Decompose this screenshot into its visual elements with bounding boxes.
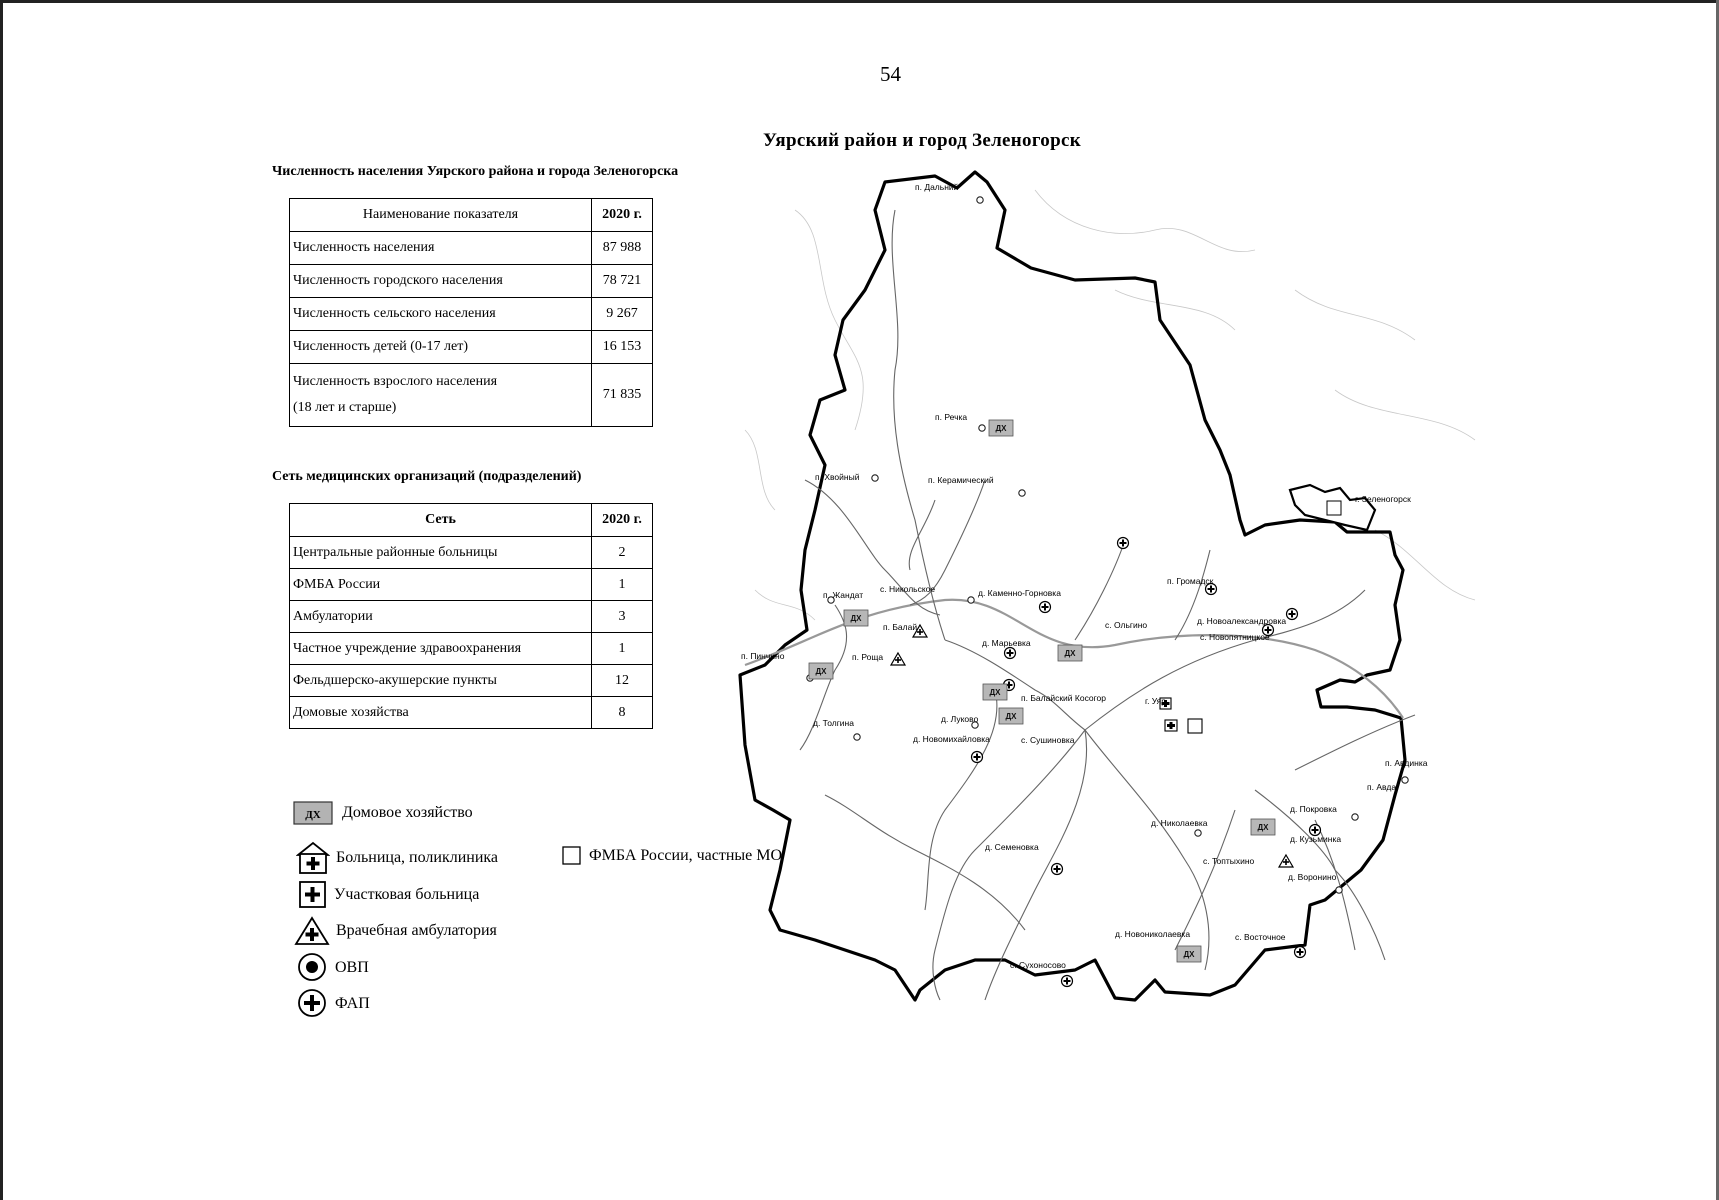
- household-marker: [999, 708, 1023, 724]
- legend-label: ФАП: [335, 995, 370, 1012]
- scan-border-left: [0, 0, 3, 1200]
- zelenogorsk-fmba-marker: [1327, 501, 1341, 515]
- label-dalniy: п. Дальний: [915, 182, 959, 192]
- column-header-year: 2020 г.: [592, 199, 653, 232]
- map-title: Уярский район и город Зеленогорск: [763, 130, 1081, 151]
- column-header-year: 2020 г.: [592, 504, 653, 537]
- label-gromadsk: п. Громадск: [1167, 576, 1214, 586]
- legend-item-ambulatory: [294, 916, 497, 946]
- table-row: [290, 537, 653, 569]
- label-nikolaevka: д. Николаевка: [1151, 818, 1208, 828]
- fap-marker: [1287, 609, 1298, 620]
- legend-label: ОВП: [335, 959, 369, 976]
- household-marker-label: ДХ: [1257, 823, 1269, 832]
- table-row: [290, 601, 653, 633]
- table-row: [290, 232, 653, 265]
- row-label-line: (18 лет и старше): [293, 400, 397, 415]
- label-maryevka: д. Марьевка: [982, 638, 1031, 648]
- row-label: Численность городского населения: [290, 265, 592, 298]
- fap-marker: [1062, 976, 1073, 987]
- label-vostochnoe: с. Восточное: [1235, 932, 1286, 942]
- label-pinchino: п. Пинчино: [741, 651, 785, 661]
- settlement-dot: [1336, 887, 1342, 893]
- household-marker-label: ДХ: [850, 614, 862, 623]
- row-value: 1: [592, 569, 653, 601]
- table-header-row: [290, 504, 653, 537]
- household-marker: [1251, 819, 1275, 835]
- settlement-dot: [968, 597, 974, 603]
- label-roshcha: п. Роща: [852, 652, 884, 662]
- fap-marker: [1295, 947, 1306, 958]
- row-label: Частное учреждение здравоохранения: [290, 633, 592, 665]
- label-pokrovka: д. Покровка: [1290, 804, 1337, 814]
- row-value: 16 153: [592, 331, 653, 364]
- row-label: Фельдшерско-акушерские пункты: [290, 665, 592, 697]
- column-header-network: Сеть: [290, 504, 592, 537]
- household-marker-label: ДХ: [815, 667, 827, 676]
- hospital-icon: [296, 841, 330, 875]
- settlement-dot: [977, 197, 983, 203]
- fap-marker: [1118, 538, 1129, 549]
- household-marker-label: ДХ: [1005, 712, 1017, 721]
- legend-item-hospital: [296, 841, 498, 875]
- label-torgino: д. Толгина: [813, 718, 854, 728]
- household-marker: [1177, 946, 1201, 962]
- legend-label: Врачебная амбулатория: [336, 922, 497, 939]
- label-semenovka: д. Семеновка: [985, 842, 1039, 852]
- fap-marker: [1040, 602, 1051, 613]
- row-value: 1: [592, 633, 653, 665]
- row-value: 9 267: [592, 298, 653, 331]
- label-keramichesky: п. Керамический: [928, 475, 994, 485]
- row-value: 3: [592, 601, 653, 633]
- row-label: Домовые хозяйства: [290, 697, 592, 729]
- row-value: 87 988: [592, 232, 653, 265]
- row-value: 71 835: [592, 364, 653, 427]
- fmba-marker: [1188, 719, 1202, 733]
- page-number: 54: [880, 62, 901, 86]
- table-row: [290, 265, 653, 298]
- row-value: 2: [592, 537, 653, 569]
- population-table: [289, 198, 653, 427]
- row-value: 78 721: [592, 265, 653, 298]
- settlement-dot: [872, 475, 878, 481]
- label-zhandat: п. Жандат: [823, 590, 864, 600]
- fap-icon: [297, 988, 329, 1020]
- household-marker: [809, 663, 833, 679]
- household-marker-label: ДХ: [989, 688, 1001, 697]
- district-map: [735, 170, 1495, 1010]
- ovp-icon: [297, 952, 329, 984]
- label-topchikhino: с. Топтыхино: [1203, 856, 1255, 866]
- fap-marker: [1005, 648, 1016, 659]
- table-row: [290, 569, 653, 601]
- fmba-square-icon: [561, 845, 583, 867]
- table-row: [290, 331, 653, 364]
- household-marker: [844, 610, 868, 626]
- row-value: 12: [592, 665, 653, 697]
- settlement-dot: [854, 734, 860, 740]
- row-label: ФМБА России: [290, 569, 592, 601]
- label-balay: п. Балай: [883, 622, 918, 632]
- settlement-dot: [979, 425, 985, 431]
- household-marker: [983, 684, 1007, 700]
- district-hospital-icon: [298, 880, 328, 910]
- legend-item-fap: [297, 988, 370, 1020]
- row-label: Численность сельского населения: [290, 298, 592, 331]
- settlement-dot: [1195, 830, 1201, 836]
- label-sukhonosovo: с. Сухоносово: [1010, 960, 1066, 970]
- label-rechka: п. Речка: [935, 412, 968, 422]
- ambulatory-marker: [1279, 855, 1293, 867]
- table-header-row: [290, 199, 653, 232]
- label-lukovo: д. Луково: [941, 714, 979, 724]
- label-uyar: г. Уяр: [1145, 696, 1166, 706]
- label-avdinka: п. Авдинка: [1385, 758, 1428, 768]
- row-label: Амбулатории: [290, 601, 592, 633]
- legend-label: Участковая больница: [334, 886, 480, 903]
- row-label-line: Численность взрослого населения: [293, 374, 498, 389]
- label-kuzminka: д. Кузьминка: [1290, 834, 1342, 844]
- legend-item-ovp: [297, 952, 369, 984]
- fap-marker: [972, 752, 983, 763]
- row-label: [290, 364, 592, 427]
- table-row: [290, 665, 653, 697]
- settlement-dot: [1352, 814, 1358, 820]
- table-row: [290, 633, 653, 665]
- ambulatory-icon: [294, 916, 330, 946]
- fap-marker: [1052, 864, 1063, 875]
- label-sushinovka: с. Сушиновка: [1021, 735, 1075, 745]
- household-markers: [809, 420, 1275, 962]
- label-balaysky-kosogor: п. Балайский Косогор: [1021, 693, 1107, 703]
- legend-label: Домовое хозяйство: [342, 804, 473, 821]
- household-icon: [292, 800, 336, 826]
- row-label: Численность детей (0-17 лет): [290, 331, 592, 364]
- legend-label: ФМБА России, частные МО: [589, 847, 783, 864]
- ambulatory-marker: [891, 653, 905, 665]
- household-marker: [1058, 645, 1082, 661]
- legend-item-district-hospital: [298, 880, 479, 910]
- household-marker-label: ДХ: [1183, 950, 1195, 959]
- network-table: [289, 503, 653, 729]
- label-novopyatnitskoe: с. Новопятницкое: [1200, 632, 1270, 642]
- cross-bar: [1167, 724, 1175, 727]
- legend-label: Больница, поликлиника: [336, 849, 499, 866]
- settlement-labels: [741, 182, 1428, 970]
- household-abbr: ДХ: [305, 809, 321, 821]
- label-voronino: д. Воронино: [1288, 872, 1337, 882]
- table-row: [290, 298, 653, 331]
- table-row: [290, 364, 653, 427]
- household-marker-label: ДХ: [1064, 649, 1076, 658]
- legend-item-household: [292, 800, 473, 826]
- label-novonikolaevka: д. Новониколаевка: [1115, 929, 1191, 939]
- label-kamenno-gornovka: д. Каменно-Горновка: [978, 588, 1061, 598]
- background-rivers: [745, 190, 1475, 620]
- label-novomikhaylovka: д. Новомихайловка: [913, 734, 990, 744]
- row-value: 8: [592, 697, 653, 729]
- row-label: Численность населения: [290, 232, 592, 265]
- label-avda: п. Авда: [1367, 782, 1397, 792]
- population-table-title: Численность населения Уярского района и города Зеленогорска: [272, 164, 679, 179]
- label-nikolskoe: с. Никольское: [880, 584, 936, 594]
- household-marker: [989, 420, 1013, 436]
- network-table-title: Сеть медицинских организаций (подразделений): [272, 469, 582, 484]
- row-label: Центральные районные больницы: [290, 537, 592, 569]
- label-olgino: с. Ольгино: [1105, 620, 1148, 630]
- scan-border-top: [0, 0, 1719, 3]
- column-header-indicator: Наименование показателя: [290, 199, 592, 232]
- settlement-dot: [1019, 490, 1025, 496]
- household-marker-label: ДХ: [995, 424, 1007, 433]
- label-novoaleksandrovka: д. Новоалександровка: [1197, 616, 1287, 626]
- label-zelenogorsk: г. Зеленогорск: [1355, 494, 1411, 504]
- settlement-dot: [1402, 777, 1408, 783]
- label-khvoyny: п. Хвойный: [815, 472, 860, 482]
- table-row: [290, 697, 653, 729]
